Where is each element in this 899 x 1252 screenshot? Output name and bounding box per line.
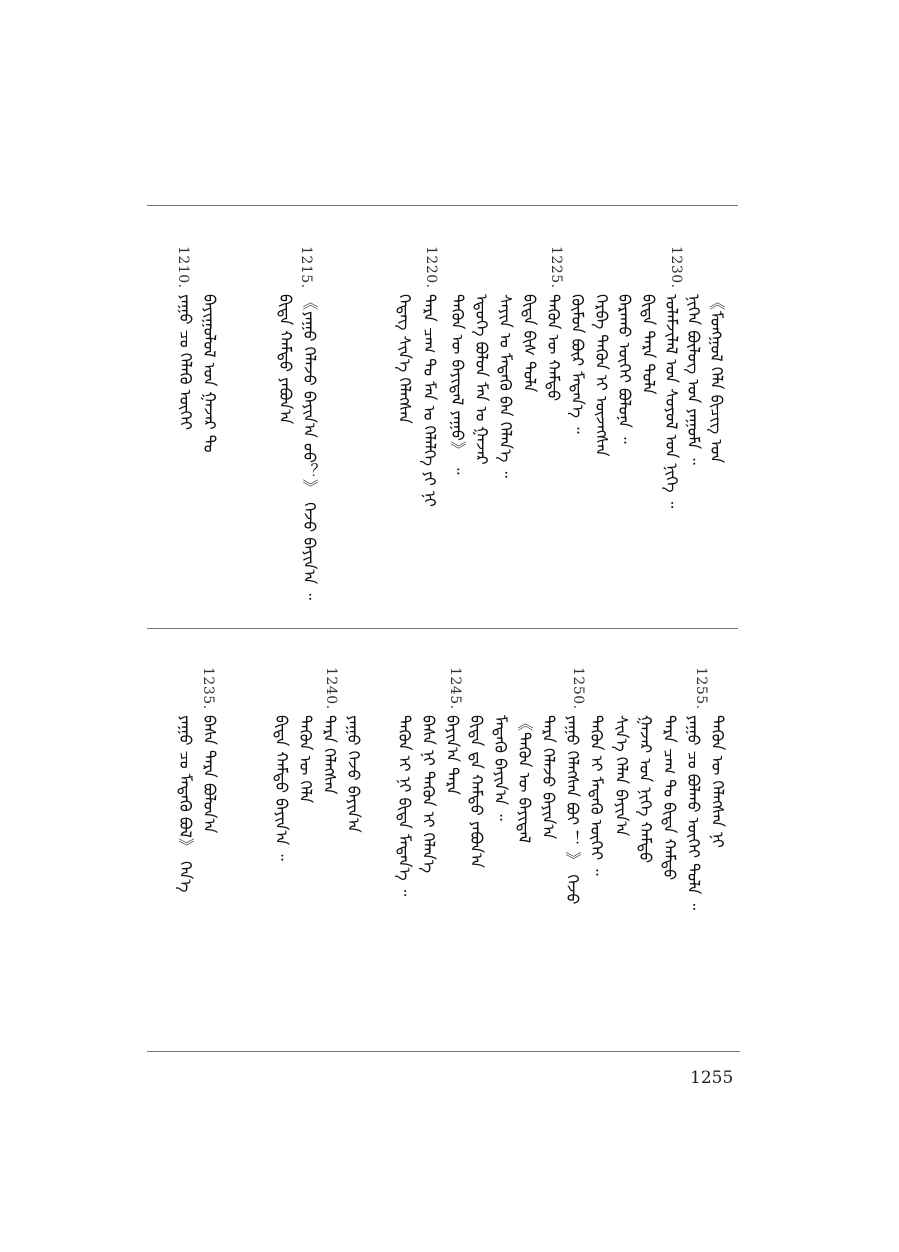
verse-line: ᠨᠢᠭᠡᠨ ᠪᠦᠯᠦᠭ ᠤᠨ ᠶᠠᠭᠤᠮᠠ ᠃	[684, 294, 703, 465]
verse-line: ᠪᠢᠳᠡ ᠬᠠᠮᠲᠤ ᠪᠠᠶᠢᠨ᠎ᠠ ᠃	[272, 715, 291, 861]
verse-line: ᠶᠠᠭᠤ ᠴᠤ ᠪᠣᠯᠬᠤ ᠦᠭᠡᠢ ᠲᠤᠯᠠ ᠃	[684, 715, 703, 910]
verse-line: ᠮᠡᠳᠡᠬᠦ ᠪᠠᠶᠢᠨ᠎ᠠ ᠃	[491, 715, 510, 821]
verse-line: ᠪᠠᠶᠢᠨ᠎ᠠ ᠲᠡᠷᠡ	[443, 715, 462, 796]
verse-block-bottom	[170, 663, 730, 1043]
verse-line: ᠭᠠᠵᠠᠷ ᠤᠨ ᠨᠢᠭᠡ ᠬᠠᠮᠲᠤ	[636, 715, 655, 864]
line-number-1225: 1225.	[548, 246, 564, 289]
verse-line: ᠬᠦᠮᠦᠨ ᠪᠦᠷ ᠮᠡᠳᠡᠨ᠎ᠡ ᠃	[568, 294, 587, 434]
verse-line: ᠶᠠᠭᠤ ᠬᠡᠯᠡᠭᠰᠡᠨ ᠪᠤᠢ ！ 》 ᠭᠡᠵᠦ	[563, 715, 582, 905]
verse-line: ᠲᠡᠭᠦᠨ ᠦ ᠪᠠᠶᠢᠳᠠᠯ ᠶᠠᠭᠤ》 ᠃	[448, 294, 467, 475]
bottom-rule	[147, 1051, 740, 1052]
verse-line: ᠪᠠᠷᠠᠬᠤ ᠦᠭᠡᠢ ᠪᠣᠯᠤᠨᠠ ᠃	[615, 294, 634, 444]
verse-line: ᠭᠡᠳᠡᠭ ᠰᠢᠨ᠎ᠡ ᠬᠡᠯᠡᠭᠰᠡᠨ	[395, 294, 414, 424]
verse-line: ᠲᠡᠭᠦᠨ ᠢ ᠨᠢ ᠪᠢᠳᠡ ᠮᠡᠳᠡᠨ᠎ᠡ ᠃	[395, 715, 414, 897]
verse-line: ᠪᠢᠳᠡ ᠪᠢᠰ ᠲᠤᠯᠠ	[520, 294, 539, 393]
verse-line: ᠪᠠᠰᠠ ᠲᠡᠷᠡ ᠪᠣᠯᠤᠨ᠎ᠠ	[200, 715, 219, 834]
verse-line: ᠡᠳᠦᠭᠡ ᠪᠣᠯᠤᠨ ᠮᠠᠨ ᠤ ᠭᠠᠵᠠᠷ	[472, 294, 491, 465]
verse-line: ᠰᠠᠶᠢᠨ ᠤ ᠮᠡᠳᠡᠬᠦ ᠪᠠᠨ ᠬᠡᠯᠡᠨ᠎ᠡ ᠃	[496, 294, 515, 478]
page-number: 1255	[690, 1068, 734, 1088]
line-number-1230: 1230.	[668, 246, 684, 289]
line-number-1240: 1240.	[323, 667, 339, 710]
verse-line: ᠲᠡᠭᠦᠨ ᠢ ᠮᠡᠳᠡᠬᠦ ᠦᠭᠡᠢ ᠃	[587, 715, 606, 876]
line-number-1215: 1215.	[298, 246, 314, 289]
line-number-1235: 1235.	[200, 667, 216, 710]
verse-line: ᠶᠠᠭᠤ ᠴᠤ ᠬᠡᠯᠡᠬᠦ ᠦᠭᠡᠢ	[176, 294, 195, 431]
verse-line: ᠰᠢᠨ᠎ᠡ ᠬᠡᠯᠡᠨ ᠪᠠᠶᠢᠨ᠎ᠠ	[612, 715, 631, 837]
middle-rule	[147, 628, 738, 629]
verse-line: ᠤᠯᠠᠮᠵᠢᠯᠠᠯ ᠤᠨ ᠰᠤᠶᠤᠯ ᠤᠨ ᠨᠢᠭᠡ ᠃	[662, 294, 681, 509]
top-rule	[147, 205, 738, 206]
line-number-1220: 1220.	[423, 246, 439, 289]
verse-line: ᠲᠡᠷᠡ ᠴᠠᠭ ᠲᠤ ᠮᠠᠨ ᠤ ᠬᠡᠯᠡᠯᠭᠡ ᠶᠢ ᠨᠢ	[420, 294, 439, 507]
verse-line: ᠶᠠᠭᠤ ᠭᠡᠵᠦ ᠪᠠᠶᠢᠨ᠎ᠠ	[344, 715, 363, 833]
verse-line: 《ᠶᠠᠭᠤ ᠬᠡᠯᠡᠵᠦ ᠪᠠᠶᠢᠨ᠎ᠠ ᠤᠤ？》 ᠭᠡᠵᠦ ᠪᠠᠶᠢᠨ᠎ᠠ ᠃	[300, 294, 319, 600]
verse-line: 《ᠲᠡᠭᠦᠨ ᠦ ᠪᠠᠶᠢᠳᠠᠯ	[515, 715, 534, 844]
verse-line: ᠲᠡᠷᠡ ᠴᠠᠭ ᠲᠤ ᠪᠢᠳᠡ ᠬᠠᠮᠲᠤ	[660, 715, 679, 881]
verse-line: 《ᠮᠣᠩᠭᠣᠯ ᠬᠡᠯᠡ ᠪᠢᠴᠢᠭ ᠤᠨ	[707, 294, 726, 464]
verse-line: ᠪᠢᠳᠡ ᠬᠠᠮᠲᠤ ᠶᠠᠪᠤᠨ᠎ᠠ	[276, 294, 295, 425]
verse-line: ᠶᠠᠭᠤ ᠴᠤ ᠮᠡᠳᠡᠬᠦ ᠪᠣᠯ》 ᠭᠡᠨ᠎ᠡ	[176, 715, 195, 893]
line-number-1255: 1255.	[693, 667, 709, 710]
verse-line: ᠬᠡᠷᠪᠡ ᠲᠡᠭᠦᠨ ᠢ ᠦᠵᠡᠭᠰᠡᠨ	[592, 294, 611, 457]
verse-line: ᠪᠢᠳᠡ ᠲᠡᠷᠡ ᠲᠤᠯᠠ	[639, 294, 658, 395]
verse-line: ᠪᠠᠶᠢᠭᠤᠯᠤᠯ ᠤᠨ ᠭᠠᠵᠠᠷ ᠲᠤ	[200, 294, 219, 453]
verse-line: ᠲᠡᠭᠦᠨ ᠦ ᠬᠠᠮᠲᠤ	[544, 294, 563, 402]
verse-line: ᠪᠢᠳᠡ ᠳᠠ ᠬᠠᠮᠲᠤ ᠶᠠᠪᠤᠨ᠎ᠠ	[467, 715, 486, 868]
line-number-1210: 1210.	[175, 246, 191, 289]
verse-line: ᠲᠡᠭᠦᠨ ᠦ ᠬᠡᠯᠡᠭᠰᠡᠨ ᠨᠢ	[708, 715, 727, 848]
line-number-1250: 1250.	[570, 667, 586, 710]
verse-line: ᠪᠠᠰᠠ ᠨᠢ ᠲᠡᠭᠦᠨ ᠢ ᠬᠡᠯᠡᠨ᠎ᠡ	[419, 715, 438, 874]
line-number-1245: 1245.	[447, 667, 463, 710]
verse-line: ᠲᠡᠷᠡ ᠬᠡᠯᠡᠵᠦ ᠪᠠᠶᠢᠨ᠎ᠠ	[539, 715, 558, 840]
verse-block-top	[170, 234, 730, 614]
verse-line: ᠲᠡᠷᠡ ᠬᠡᠯᠡᠭᠰᠡᠨ	[320, 715, 339, 795]
verse-line: ᠲᠡᠭᠦᠨ ᠦ ᠬᠡᠯᠡ	[296, 715, 315, 804]
